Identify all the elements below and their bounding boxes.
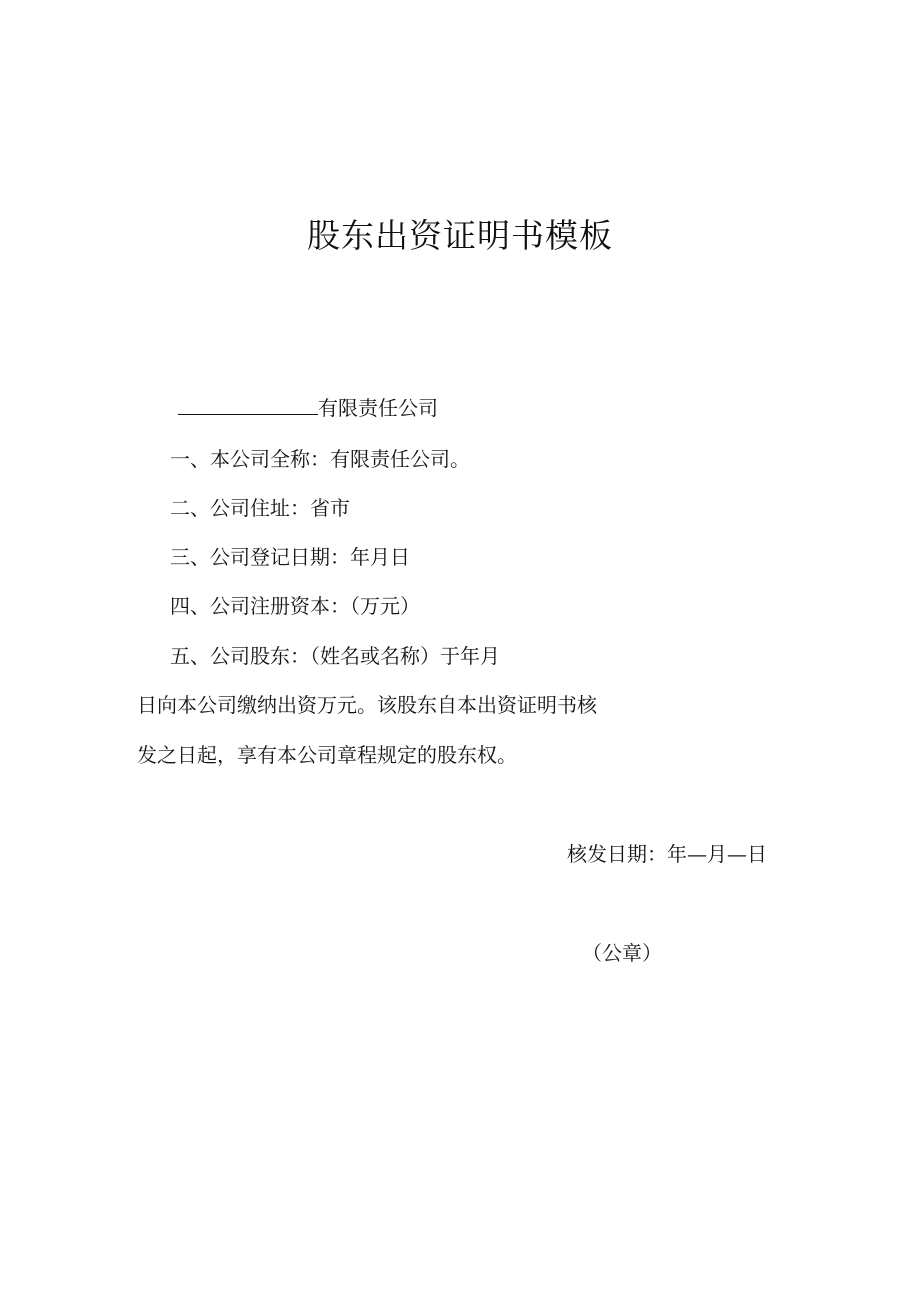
item-company-address: 二、公司住址：省市 [170, 496, 350, 520]
item-registered-capital: 四、公司注册资本：（万元） [170, 594, 420, 618]
issue-date: 核发日期：年—月—日 [567, 842, 767, 866]
shareholder-text-continuation-2: 发之日起，享有本公司章程规定的股东权。 [137, 743, 517, 767]
company-name-blank[interactable] [178, 394, 318, 415]
shareholder-text-continuation-1: 日向本公司缴纳出资万元。该股东自本出资证明书核 [137, 693, 597, 717]
item-registration-date: 三、公司登记日期：年月日 [170, 545, 410, 569]
company-suffix: 有限责任公司 [318, 396, 438, 420]
item-company-full-name: 一、本公司全称：有限责任公司。 [170, 447, 470, 471]
company-name-line [178, 393, 438, 423]
company-seal-label: （公章） [582, 941, 662, 965]
document-title: 股东出资证明书模板 [307, 216, 613, 255]
item-shareholder: 五、公司股东：（姓名或名称）于年月 [170, 644, 500, 668]
